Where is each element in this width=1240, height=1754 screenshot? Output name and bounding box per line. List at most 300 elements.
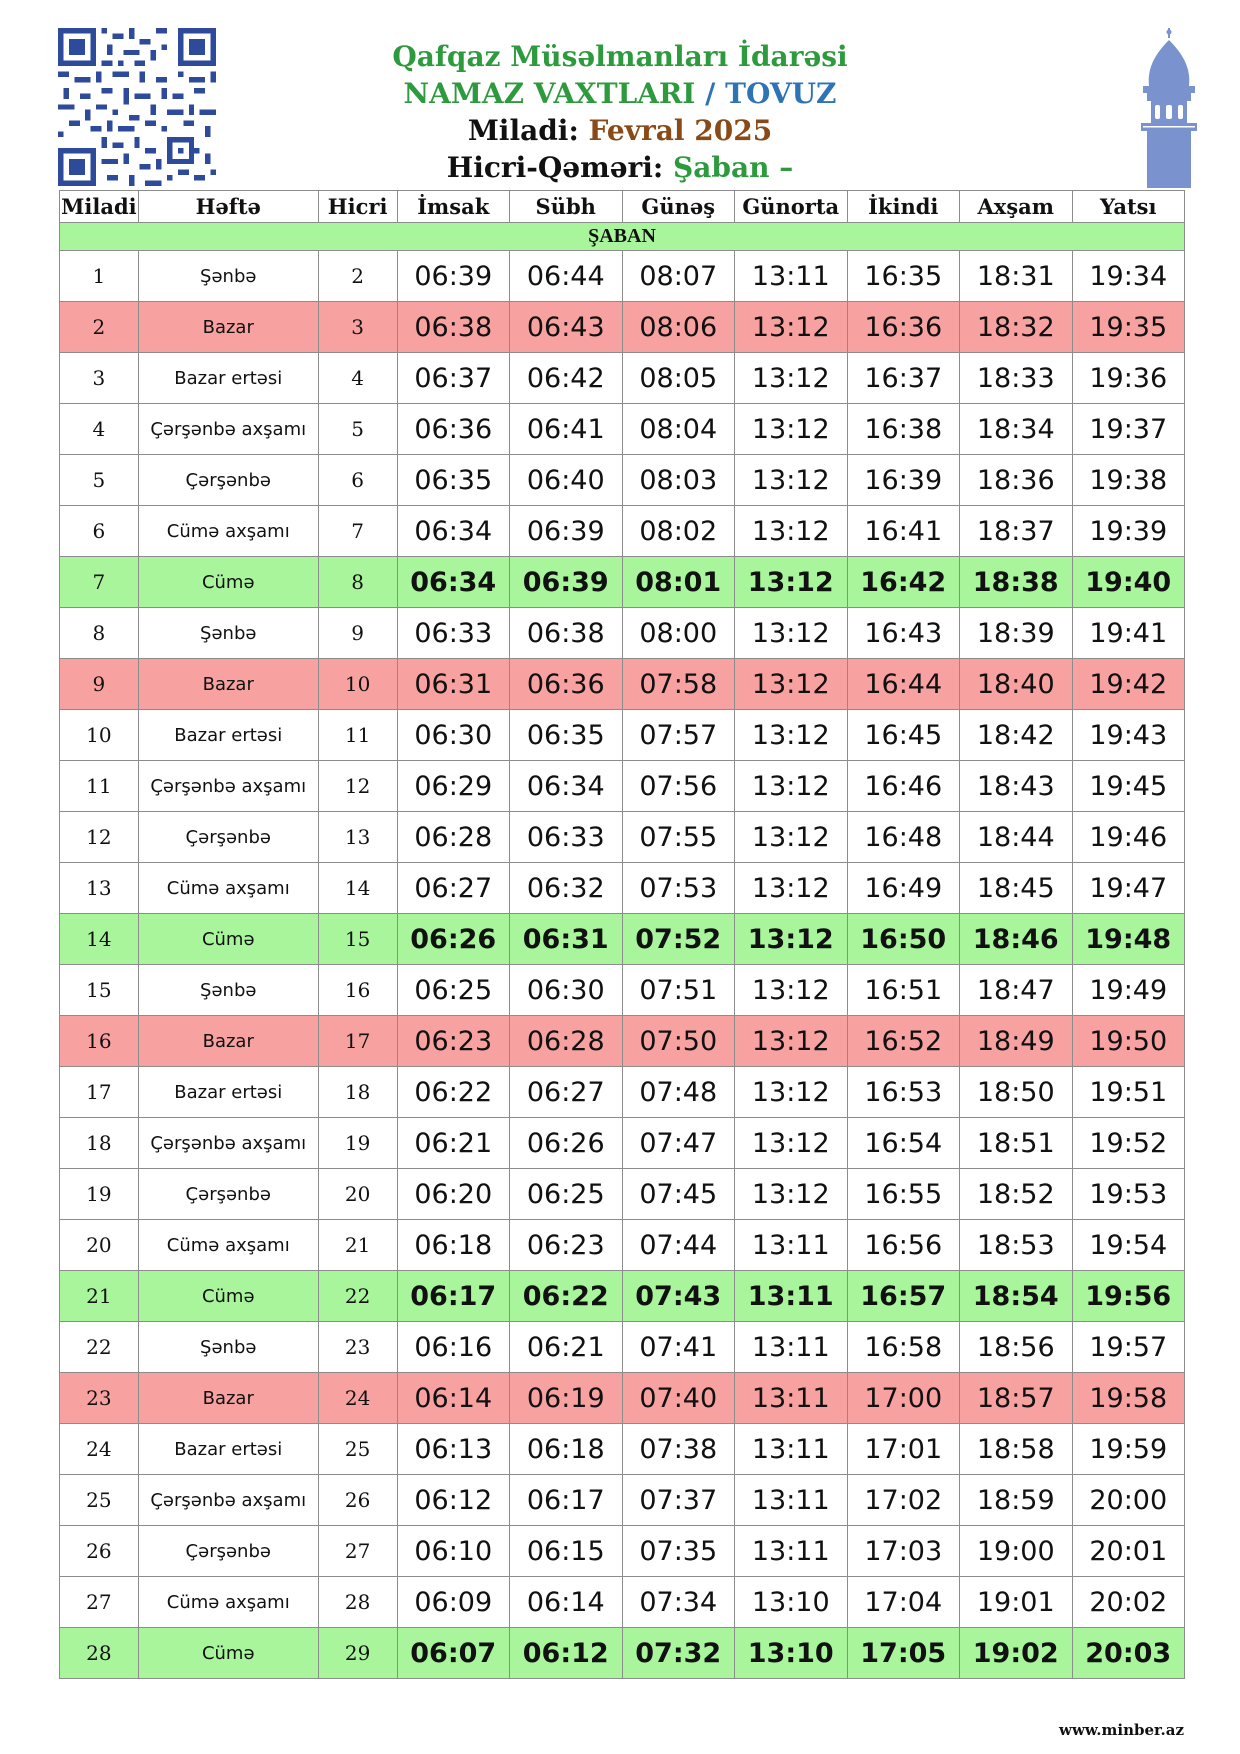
yatsi-time: 19:48 bbox=[1072, 914, 1185, 965]
imsak-time: 06:09 bbox=[397, 1577, 510, 1628]
miladi-day: 23 bbox=[60, 1373, 139, 1424]
hicri-day: 17 bbox=[318, 1016, 397, 1067]
subh-time: 06:25 bbox=[510, 1169, 623, 1220]
subh-time: 06:21 bbox=[510, 1322, 623, 1373]
prayer-times-table bbox=[59, 190, 1185, 1679]
ikindi-time: 16:50 bbox=[847, 914, 960, 965]
subh-time: 06:36 bbox=[510, 659, 623, 710]
table-row bbox=[60, 1475, 1185, 1526]
table-row bbox=[60, 659, 1185, 710]
subh-time: 06:42 bbox=[510, 353, 623, 404]
miladi-day: 27 bbox=[60, 1577, 139, 1628]
weekday: Şənbə bbox=[138, 608, 318, 659]
subh-time: 06:27 bbox=[510, 1067, 623, 1118]
subh-time: 06:35 bbox=[510, 710, 623, 761]
imsak-time: 06:30 bbox=[397, 710, 510, 761]
subh-time: 06:17 bbox=[510, 1475, 623, 1526]
ikindi-time: 16:53 bbox=[847, 1067, 960, 1118]
imsak-time: 06:22 bbox=[397, 1067, 510, 1118]
gregorian-label: Miladi: bbox=[467, 114, 579, 147]
gunorta-time: 13:12 bbox=[735, 1169, 848, 1220]
hijri-month bbox=[300, 149, 940, 186]
ikindi-time: 16:58 bbox=[847, 1322, 960, 1373]
hicri-day: 26 bbox=[318, 1475, 397, 1526]
table-row bbox=[60, 506, 1185, 557]
gunorta-time: 13:12 bbox=[735, 506, 848, 557]
ikindi-time: 16:36 bbox=[847, 302, 960, 353]
yatsi-time: 19:58 bbox=[1072, 1373, 1185, 1424]
miladi-day: 17 bbox=[60, 1067, 139, 1118]
weekday: Bazar bbox=[138, 1373, 318, 1424]
weekday: Cümə bbox=[138, 1271, 318, 1322]
axsam-time: 19:00 bbox=[960, 1526, 1073, 1577]
subh-time: 06:19 bbox=[510, 1373, 623, 1424]
gunes-time: 07:35 bbox=[622, 1526, 735, 1577]
gunes-time: 07:50 bbox=[622, 1016, 735, 1067]
imsak-time: 06:25 bbox=[397, 965, 510, 1016]
weekday: Çərşənbə axşamı bbox=[138, 1118, 318, 1169]
subh-time: 06:30 bbox=[510, 965, 623, 1016]
imsak-time: 06:23 bbox=[397, 1016, 510, 1067]
gunorta-time: 13:12 bbox=[735, 863, 848, 914]
gunorta-time: 13:12 bbox=[735, 1067, 848, 1118]
table-row bbox=[60, 251, 1185, 302]
col-gunes: Günəş bbox=[622, 191, 735, 223]
gunes-time: 07:57 bbox=[622, 710, 735, 761]
col-hefte: Həftə bbox=[138, 191, 318, 223]
weekday: Cümə bbox=[138, 1628, 318, 1679]
gunes-time: 07:51 bbox=[622, 965, 735, 1016]
gunorta-time: 13:12 bbox=[735, 914, 848, 965]
ikindi-time: 16:52 bbox=[847, 1016, 960, 1067]
imsak-time: 06:17 bbox=[397, 1271, 510, 1322]
table-row bbox=[60, 914, 1185, 965]
yatsi-time: 19:34 bbox=[1072, 251, 1185, 302]
gunorta-time: 13:11 bbox=[735, 1271, 848, 1322]
miladi-day: 16 bbox=[60, 1016, 139, 1067]
ikindi-time: 16:44 bbox=[847, 659, 960, 710]
imsak-time: 06:31 bbox=[397, 659, 510, 710]
city-name: TOVUZ bbox=[725, 77, 837, 110]
qr-code-icon bbox=[58, 28, 216, 186]
yatsi-time: 19:47 bbox=[1072, 863, 1185, 914]
axsam-time: 18:33 bbox=[960, 353, 1073, 404]
table-row bbox=[60, 1271, 1185, 1322]
table-row bbox=[60, 353, 1185, 404]
subh-time: 06:26 bbox=[510, 1118, 623, 1169]
imsak-time: 06:27 bbox=[397, 863, 510, 914]
ikindi-time: 16:51 bbox=[847, 965, 960, 1016]
hicri-day: 10 bbox=[318, 659, 397, 710]
gunorta-time: 13:12 bbox=[735, 1118, 848, 1169]
imsak-time: 06:20 bbox=[397, 1169, 510, 1220]
table-row bbox=[60, 863, 1185, 914]
subh-time: 06:38 bbox=[510, 608, 623, 659]
weekday: Çərşənbə axşamı bbox=[138, 761, 318, 812]
weekday: Bazar bbox=[138, 659, 318, 710]
yatsi-time: 19:52 bbox=[1072, 1118, 1185, 1169]
imsak-time: 06:38 bbox=[397, 302, 510, 353]
yatsi-time: 19:43 bbox=[1072, 710, 1185, 761]
weekday: Çərşənbə axşamı bbox=[138, 1475, 318, 1526]
yatsi-time: 19:41 bbox=[1072, 608, 1185, 659]
yatsi-time: 20:00 bbox=[1072, 1475, 1185, 1526]
yatsi-time: 19:38 bbox=[1072, 455, 1185, 506]
schedule-title-text: NAMAZ VAXTLARI bbox=[403, 77, 696, 110]
hicri-day: 24 bbox=[318, 1373, 397, 1424]
yatsi-time: 19:53 bbox=[1072, 1169, 1185, 1220]
weekday: Cümə axşamı bbox=[138, 506, 318, 557]
miladi-day: 2 bbox=[60, 302, 139, 353]
miladi-day: 15 bbox=[60, 965, 139, 1016]
subh-time: 06:44 bbox=[510, 251, 623, 302]
subh-time: 06:22 bbox=[510, 1271, 623, 1322]
yatsi-time: 20:01 bbox=[1072, 1526, 1185, 1577]
hicri-day: 28 bbox=[318, 1577, 397, 1628]
ikindi-time: 16:57 bbox=[847, 1271, 960, 1322]
imsak-time: 06:21 bbox=[397, 1118, 510, 1169]
hicri-day: 11 bbox=[318, 710, 397, 761]
hicri-day: 29 bbox=[318, 1628, 397, 1679]
gunes-time: 08:01 bbox=[622, 557, 735, 608]
yatsi-time: 19:56 bbox=[1072, 1271, 1185, 1322]
table-row bbox=[60, 965, 1185, 1016]
table-row bbox=[60, 1577, 1185, 1628]
imsak-time: 06:35 bbox=[397, 455, 510, 506]
imsak-time: 06:14 bbox=[397, 1373, 510, 1424]
axsam-time: 18:44 bbox=[960, 812, 1073, 863]
yatsi-time: 19:49 bbox=[1072, 965, 1185, 1016]
axsam-time: 18:37 bbox=[960, 506, 1073, 557]
table-row bbox=[60, 1526, 1185, 1577]
axsam-time: 18:53 bbox=[960, 1220, 1073, 1271]
gunorta-time: 13:12 bbox=[735, 557, 848, 608]
gunorta-time: 13:12 bbox=[735, 455, 848, 506]
title-separator: / bbox=[705, 77, 716, 110]
yatsi-time: 19:35 bbox=[1072, 302, 1185, 353]
hicri-day: 16 bbox=[318, 965, 397, 1016]
subh-time: 06:41 bbox=[510, 404, 623, 455]
miladi-day: 18 bbox=[60, 1118, 139, 1169]
ikindi-time: 16:38 bbox=[847, 404, 960, 455]
yatsi-time: 20:02 bbox=[1072, 1577, 1185, 1628]
weekday: Çərşənbə bbox=[138, 812, 318, 863]
schedule-title bbox=[300, 75, 940, 112]
yatsi-time: 19:59 bbox=[1072, 1424, 1185, 1475]
miladi-day: 25 bbox=[60, 1475, 139, 1526]
gunes-time: 08:03 bbox=[622, 455, 735, 506]
axsam-time: 18:58 bbox=[960, 1424, 1073, 1475]
ikindi-time: 17:05 bbox=[847, 1628, 960, 1679]
ikindi-time: 16:55 bbox=[847, 1169, 960, 1220]
gunes-time: 08:02 bbox=[622, 506, 735, 557]
subh-time: 06:18 bbox=[510, 1424, 623, 1475]
hicri-day: 4 bbox=[318, 353, 397, 404]
yatsi-time: 19:37 bbox=[1072, 404, 1185, 455]
month-label: ŞABAN bbox=[60, 223, 1185, 251]
axsam-time: 18:52 bbox=[960, 1169, 1073, 1220]
table-row bbox=[60, 404, 1185, 455]
imsak-time: 06:34 bbox=[397, 506, 510, 557]
imsak-time: 06:13 bbox=[397, 1424, 510, 1475]
gunorta-time: 13:12 bbox=[735, 302, 848, 353]
miladi-day: 10 bbox=[60, 710, 139, 761]
weekday: Bazar ertəsi bbox=[138, 1067, 318, 1118]
gunes-time: 07:40 bbox=[622, 1373, 735, 1424]
hicri-day: 12 bbox=[318, 761, 397, 812]
yatsi-time: 19:46 bbox=[1072, 812, 1185, 863]
axsam-time: 18:34 bbox=[960, 404, 1073, 455]
hicri-day: 27 bbox=[318, 1526, 397, 1577]
col-ikindi: İkindi bbox=[847, 191, 960, 223]
col-axsam: Axşam bbox=[960, 191, 1073, 223]
gunes-time: 07:58 bbox=[622, 659, 735, 710]
weekday: Bazar bbox=[138, 302, 318, 353]
yatsi-time: 19:42 bbox=[1072, 659, 1185, 710]
gunes-time: 07:53 bbox=[622, 863, 735, 914]
col-yatsi: Yatsı bbox=[1072, 191, 1185, 223]
col-imsak: İmsak bbox=[397, 191, 510, 223]
imsak-time: 06:10 bbox=[397, 1526, 510, 1577]
hicri-day: 14 bbox=[318, 863, 397, 914]
hicri-day: 23 bbox=[318, 1322, 397, 1373]
ikindi-time: 16:37 bbox=[847, 353, 960, 404]
weekday: Çərşənbə bbox=[138, 1169, 318, 1220]
gregorian-value: Fevral 2025 bbox=[588, 114, 773, 147]
weekday: Bazar bbox=[138, 1016, 318, 1067]
ikindi-time: 17:02 bbox=[847, 1475, 960, 1526]
yatsi-time: 19:45 bbox=[1072, 761, 1185, 812]
yatsi-time: 19:57 bbox=[1072, 1322, 1185, 1373]
ikindi-time: 16:46 bbox=[847, 761, 960, 812]
hicri-day: 6 bbox=[318, 455, 397, 506]
yatsi-time: 20:03 bbox=[1072, 1628, 1185, 1679]
subh-time: 06:33 bbox=[510, 812, 623, 863]
gunorta-time: 13:11 bbox=[735, 1220, 848, 1271]
ikindi-time: 16:39 bbox=[847, 455, 960, 506]
gunes-time: 07:41 bbox=[622, 1322, 735, 1373]
month-label-row bbox=[60, 223, 1185, 251]
imsak-time: 06:26 bbox=[397, 914, 510, 965]
hicri-day: 3 bbox=[318, 302, 397, 353]
gunorta-time: 13:11 bbox=[735, 1322, 848, 1373]
table-row bbox=[60, 1220, 1185, 1271]
weekday: Bazar ertəsi bbox=[138, 710, 318, 761]
gunes-time: 08:06 bbox=[622, 302, 735, 353]
weekday: Çərşənbə bbox=[138, 1526, 318, 1577]
table-row bbox=[60, 608, 1185, 659]
table-header-row bbox=[60, 191, 1185, 223]
subh-time: 06:23 bbox=[510, 1220, 623, 1271]
gunorta-time: 13:12 bbox=[735, 761, 848, 812]
imsak-time: 06:39 bbox=[397, 251, 510, 302]
imsak-time: 06:28 bbox=[397, 812, 510, 863]
weekday: Cümə bbox=[138, 557, 318, 608]
ikindi-time: 16:56 bbox=[847, 1220, 960, 1271]
subh-time: 06:32 bbox=[510, 863, 623, 914]
ikindi-time: 17:04 bbox=[847, 1577, 960, 1628]
subh-time: 06:34 bbox=[510, 761, 623, 812]
imsak-time: 06:36 bbox=[397, 404, 510, 455]
gunes-time: 07:55 bbox=[622, 812, 735, 863]
imsak-time: 06:29 bbox=[397, 761, 510, 812]
subh-time: 06:39 bbox=[510, 557, 623, 608]
imsak-time: 06:33 bbox=[397, 608, 510, 659]
axsam-time: 18:46 bbox=[960, 914, 1073, 965]
miladi-day: 21 bbox=[60, 1271, 139, 1322]
hijri-value: Şaban – bbox=[673, 151, 794, 184]
hicri-day: 20 bbox=[318, 1169, 397, 1220]
axsam-time: 18:49 bbox=[960, 1016, 1073, 1067]
table-row bbox=[60, 1016, 1185, 1067]
hicri-day: 21 bbox=[318, 1220, 397, 1271]
subh-time: 06:40 bbox=[510, 455, 623, 506]
miladi-day: 19 bbox=[60, 1169, 139, 1220]
axsam-time: 18:51 bbox=[960, 1118, 1073, 1169]
axsam-time: 18:40 bbox=[960, 659, 1073, 710]
weekday: Cümə axşamı bbox=[138, 863, 318, 914]
gunes-time: 07:37 bbox=[622, 1475, 735, 1526]
axsam-time: 18:59 bbox=[960, 1475, 1073, 1526]
hicri-day: 22 bbox=[318, 1271, 397, 1322]
table-row bbox=[60, 710, 1185, 761]
table-row bbox=[60, 1118, 1185, 1169]
gunes-time: 08:07 bbox=[622, 251, 735, 302]
table-row bbox=[60, 1169, 1185, 1220]
gunorta-time: 13:12 bbox=[735, 812, 848, 863]
gunorta-time: 13:12 bbox=[735, 353, 848, 404]
weekday: Şənbə bbox=[138, 965, 318, 1016]
hicri-day: 15 bbox=[318, 914, 397, 965]
weekday: Çərşənbə bbox=[138, 455, 318, 506]
ikindi-time: 16:41 bbox=[847, 506, 960, 557]
table-row bbox=[60, 1424, 1185, 1475]
yatsi-time: 19:50 bbox=[1072, 1016, 1185, 1067]
gunes-time: 07:34 bbox=[622, 1577, 735, 1628]
gunes-time: 07:38 bbox=[622, 1424, 735, 1475]
miladi-day: 28 bbox=[60, 1628, 139, 1679]
axsam-time: 18:54 bbox=[960, 1271, 1073, 1322]
hicri-day: 19 bbox=[318, 1118, 397, 1169]
gunes-time: 07:56 bbox=[622, 761, 735, 812]
table-row bbox=[60, 761, 1185, 812]
gunorta-time: 13:11 bbox=[735, 1526, 848, 1577]
gunes-time: 07:52 bbox=[622, 914, 735, 965]
weekday: Şənbə bbox=[138, 1322, 318, 1373]
miladi-day: 14 bbox=[60, 914, 139, 965]
axsam-time: 18:45 bbox=[960, 863, 1073, 914]
subh-time: 06:14 bbox=[510, 1577, 623, 1628]
subh-time: 06:28 bbox=[510, 1016, 623, 1067]
subh-time: 06:31 bbox=[510, 914, 623, 965]
ikindi-time: 16:43 bbox=[847, 608, 960, 659]
miladi-day: 7 bbox=[60, 557, 139, 608]
miladi-day: 12 bbox=[60, 812, 139, 863]
hicri-day: 25 bbox=[318, 1424, 397, 1475]
gunes-time: 07:43 bbox=[622, 1271, 735, 1322]
header bbox=[300, 38, 940, 186]
miladi-day: 1 bbox=[60, 251, 139, 302]
gunes-time: 08:00 bbox=[622, 608, 735, 659]
table-row bbox=[60, 812, 1185, 863]
yatsi-time: 19:40 bbox=[1072, 557, 1185, 608]
yatsi-time: 19:36 bbox=[1072, 353, 1185, 404]
miladi-day: 11 bbox=[60, 761, 139, 812]
miladi-day: 26 bbox=[60, 1526, 139, 1577]
axsam-time: 18:42 bbox=[960, 710, 1073, 761]
weekday: Şənbə bbox=[138, 251, 318, 302]
miladi-day: 5 bbox=[60, 455, 139, 506]
footer-url: www.minber.az bbox=[1059, 1721, 1184, 1739]
gregorian-month bbox=[300, 112, 940, 149]
table-row bbox=[60, 455, 1185, 506]
axsam-time: 18:57 bbox=[960, 1373, 1073, 1424]
axsam-time: 18:50 bbox=[960, 1067, 1073, 1118]
yatsi-time: 19:51 bbox=[1072, 1067, 1185, 1118]
gunorta-time: 13:12 bbox=[735, 404, 848, 455]
gunes-time: 08:04 bbox=[622, 404, 735, 455]
col-hicri: Hicri bbox=[318, 191, 397, 223]
axsam-time: 19:02 bbox=[960, 1628, 1073, 1679]
axsam-time: 18:38 bbox=[960, 557, 1073, 608]
hicri-day: 18 bbox=[318, 1067, 397, 1118]
col-subh: Sübh bbox=[510, 191, 623, 223]
weekday: Bazar ertəsi bbox=[138, 353, 318, 404]
miladi-day: 20 bbox=[60, 1220, 139, 1271]
yatsi-time: 19:54 bbox=[1072, 1220, 1185, 1271]
yatsi-time: 19:39 bbox=[1072, 506, 1185, 557]
imsak-time: 06:37 bbox=[397, 353, 510, 404]
table-row bbox=[60, 302, 1185, 353]
axsam-time: 18:36 bbox=[960, 455, 1073, 506]
miladi-day: 9 bbox=[60, 659, 139, 710]
ikindi-time: 17:03 bbox=[847, 1526, 960, 1577]
miladi-day: 24 bbox=[60, 1424, 139, 1475]
minaret-icon bbox=[1133, 28, 1205, 188]
axsam-time: 18:43 bbox=[960, 761, 1073, 812]
imsak-time: 06:34 bbox=[397, 557, 510, 608]
axsam-time: 18:39 bbox=[960, 608, 1073, 659]
gunorta-time: 13:12 bbox=[735, 710, 848, 761]
ikindi-time: 16:48 bbox=[847, 812, 960, 863]
imsak-time: 06:07 bbox=[397, 1628, 510, 1679]
axsam-time: 18:47 bbox=[960, 965, 1073, 1016]
table-row bbox=[60, 1628, 1185, 1679]
axsam-time: 18:56 bbox=[960, 1322, 1073, 1373]
organization-title: Qafqaz Müsəlmanları İdarəsi bbox=[392, 40, 848, 73]
hicri-day: 2 bbox=[318, 251, 397, 302]
ikindi-time: 16:35 bbox=[847, 251, 960, 302]
ikindi-time: 17:01 bbox=[847, 1424, 960, 1475]
ikindi-time: 16:45 bbox=[847, 710, 960, 761]
weekday: Cümə bbox=[138, 914, 318, 965]
table-row bbox=[60, 1373, 1185, 1424]
weekday: Cümə axşamı bbox=[138, 1577, 318, 1628]
axsam-time: 19:01 bbox=[960, 1577, 1073, 1628]
miladi-day: 22 bbox=[60, 1322, 139, 1373]
gunes-time: 07:44 bbox=[622, 1220, 735, 1271]
hicri-day: 9 bbox=[318, 608, 397, 659]
table-row bbox=[60, 557, 1185, 608]
gunorta-time: 13:11 bbox=[735, 1424, 848, 1475]
gunes-time: 07:45 bbox=[622, 1169, 735, 1220]
table-row bbox=[60, 1067, 1185, 1118]
ikindi-time: 17:00 bbox=[847, 1373, 960, 1424]
hicri-day: 8 bbox=[318, 557, 397, 608]
gunorta-time: 13:11 bbox=[735, 1373, 848, 1424]
gunorta-time: 13:12 bbox=[735, 965, 848, 1016]
hicri-day: 13 bbox=[318, 812, 397, 863]
